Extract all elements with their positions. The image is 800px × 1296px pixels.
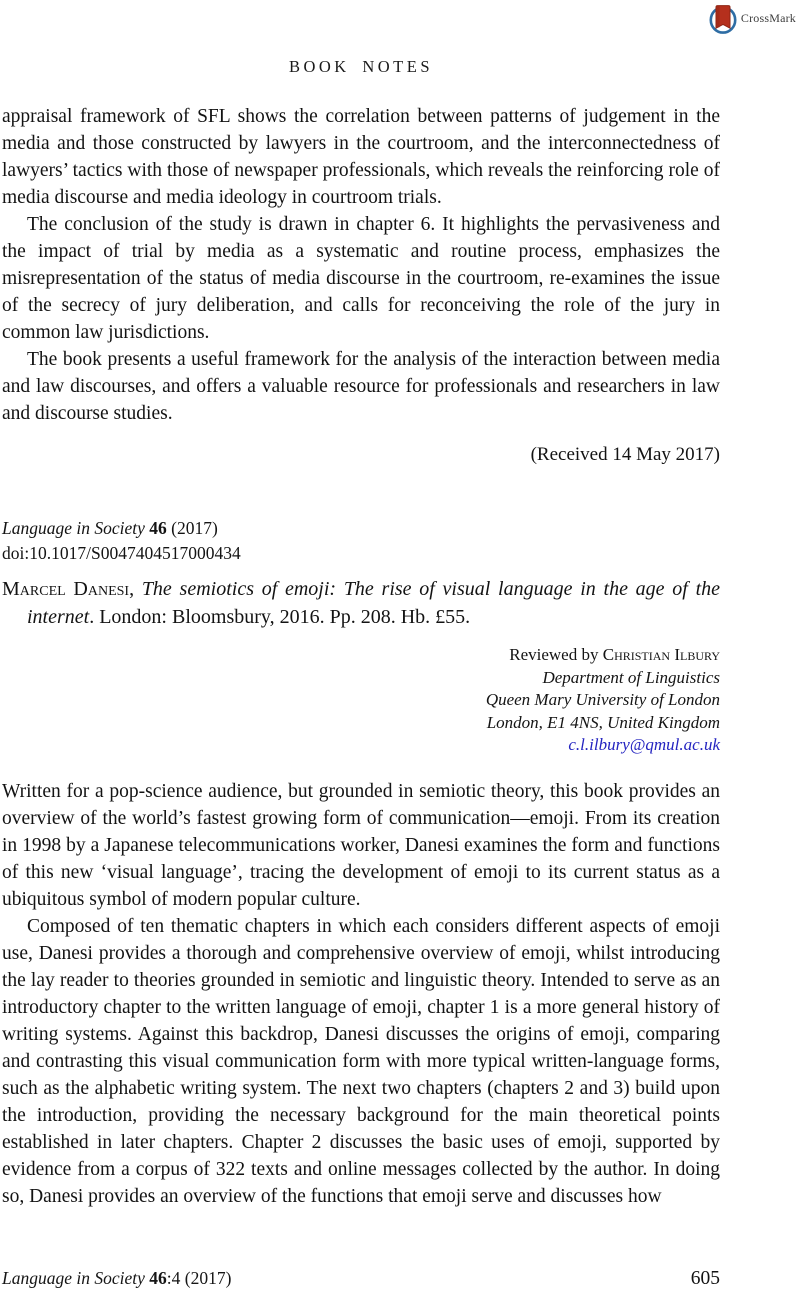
- paragraph-conclusion: The conclusion of the study is drawn in chapter 6. It highlights the pervasiveness and the impact of trial by media as a systematic and routine process, emphasizes the misrepresentation of the status of media discourse in the courtroom, re-examines the issue of the secrecy of jury deliberation, and calls for reconceiving the role of the jury in common law jurisdictions.: [2, 214, 720, 343]
- citation-line: [2, 516, 720, 541]
- paragraph-book-presents: The book presents a useful framework for the analysis of the interaction between media and law discourses, and offers a valuable resource for professionals and researchers in law and discourse studies.: [2, 349, 720, 424]
- reviewer-address: London, E1 4NS, United Kingdom: [486, 712, 720, 732]
- received-date: (Received 14 May 2017): [530, 444, 720, 465]
- reviewer-department: Department of Linguistics: [542, 667, 720, 687]
- reviewed-by-prefix: Reviewed by: [509, 645, 603, 664]
- crossmark-badge[interactable]: [708, 2, 796, 34]
- review-paragraph-1: Written for a pop-science audience, but grounded in semiotic theory, this book provides an overview of the world’s fastest growing form of communication—emoji. From its creation in 1998 by a Japanese telecommunications worker, Danesi examines the form and functions of this new ‘visual language’, tracing the development of emoji to its current status as a ubiquitous symbol of modern popular culture.: [2, 781, 720, 910]
- new-review-header: [2, 516, 720, 757]
- footer-citation: [2, 1268, 231, 1289]
- book-details: . London: Bloomsbury, 2016. Pp. 208. Hb. £55.: [89, 606, 471, 628]
- book-heading: [2, 575, 720, 631]
- reviewer-university: Queen Mary University of London: [485, 690, 720, 709]
- reviewer-block: [2, 644, 720, 757]
- crossmark-label: CrossMark: [740, 10, 796, 25]
- footer-journal: Language in Society: [2, 1268, 145, 1288]
- reviewer-line: [2, 644, 720, 667]
- reviewer-email-line: [2, 734, 720, 757]
- reviewer-name: Christian Ilbury: [602, 645, 720, 664]
- email-link[interactable]: c.l.ilbury@qmul.ac.uk: [568, 735, 720, 754]
- review-paragraph-2: Composed of ten thematic chapters in which each considers different aspects of emoji use, Danesi provides a thorough and comprehensive overview of emoji, whilst introducing the lay reader to theories grounded in semiotic and linguistic theory. Intended to serve as an introductory chapter to the written language of emoji, chapter 1 is a more general history of writing systems. Against this backdrop, Danesi discusses the origins of emoji, comparing and contrasting this visual communication form with more typical written-language forms, such as the alphabetic writing system. The next two chapters (chapters 2 and 3) build upon the introduction, providing the necessary background for the main theoretical points established in later chapters. Chapter 2 discusses the basic uses of emoji, supported by evidence from a corpus of 322 texts and online messages collected by the author. In doing so, Danesi provides an overview of the functions that emoji serve and discusses how: [2, 916, 720, 1207]
- page-number: 605: [690, 1268, 720, 1289]
- paragraph-appraisal: appraisal framework of SFL shows the correlation between patterns of judgement in the media and those constructed by lawyers in the courtroom, and the interconnectedness of lawyers’ tactics with those of newspaper professionals, which reveals the reinforcing role of media discourse and media ideology in courtroom trials.: [2, 106, 720, 208]
- citation-doi: doi:10.1017/S0047404517000434: [2, 543, 241, 563]
- book-title: The semiotics of emoji: The rise of visual language in the age of the internet: [27, 578, 720, 628]
- footer-volume: 46: [149, 1268, 167, 1288]
- journal-citation: [2, 516, 720, 566]
- book-author-separator: ,: [129, 578, 142, 600]
- citation-year: (2017): [171, 518, 218, 538]
- book-author: Marcel Danesi: [2, 578, 130, 600]
- citation-volume: 46: [149, 518, 167, 538]
- section-title: BOOK NOTES: [288, 57, 434, 76]
- citation-journal: Language in Society: [2, 518, 145, 538]
- footer-issue: :4 (2017): [166, 1268, 232, 1288]
- review-body: [2, 778, 720, 1210]
- previous-review-block: [2, 103, 720, 468]
- page-footer: [2, 1268, 720, 1290]
- crossmark-icon: [708, 2, 738, 34]
